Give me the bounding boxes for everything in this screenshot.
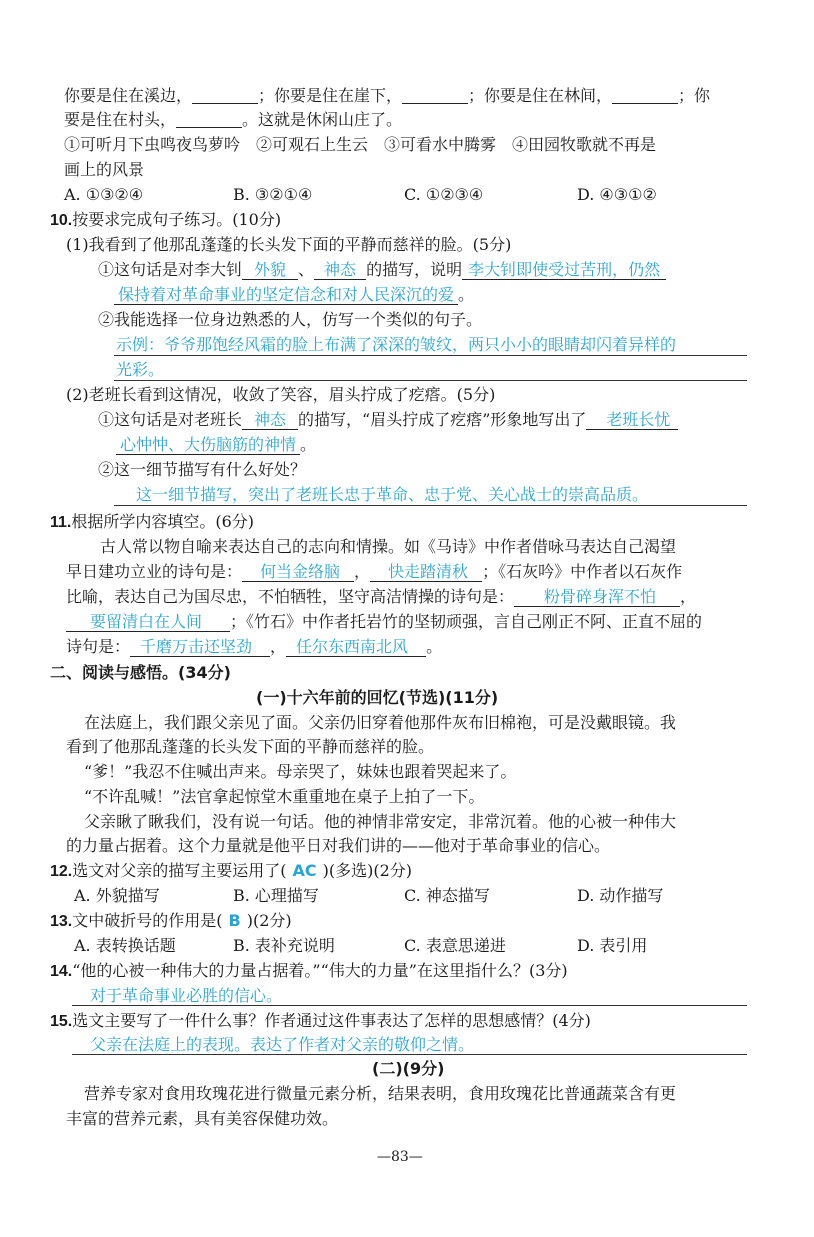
q9-blank-2[interactable] xyxy=(402,85,468,104)
answer-field[interactable]: 粉骨碎身浑不怕 xyxy=(514,587,680,607)
answer-field[interactable]: B xyxy=(228,911,241,930)
q12-prompt xyxy=(50,859,412,884)
q11-text: ；《竹石》中作者托岩竹的坚韧顽强，言自己刚正不阿、正直不屈的 xyxy=(230,612,703,631)
q9-line1 xyxy=(64,84,710,108)
q10-title xyxy=(50,208,281,233)
q9-text: 要是住在村头， xyxy=(64,110,177,129)
q13-choice-a[interactable]: A. 表转换话题 xyxy=(74,936,176,955)
q11-text: ， xyxy=(354,562,371,581)
q10-text: 的描写，说明 xyxy=(366,260,463,279)
q11-text: ；《石灰吟》中作者以石灰作 xyxy=(482,562,683,581)
q11-title-text: 根据所学内容填空。(6分) xyxy=(71,512,255,531)
q10-p2-q1-line2 xyxy=(116,433,316,457)
q11-text: ， xyxy=(680,587,697,606)
page-number: —83— xyxy=(377,1149,423,1165)
passage-title: (二)(9分) xyxy=(372,1059,445,1078)
q11-line2 xyxy=(66,560,682,584)
answer-line xyxy=(72,1005,747,1006)
q9-blank-1[interactable] xyxy=(192,85,258,104)
answer-line xyxy=(72,1054,747,1055)
answer-field[interactable]: 外貌 xyxy=(242,260,298,280)
q10-text: 。 xyxy=(458,285,475,304)
answer-field[interactable]: 任尔东西南北风 xyxy=(286,637,426,657)
q11-text: 。 xyxy=(426,637,443,656)
answer-field[interactable]: 父亲在法庭上的表现。表达了作者对父亲的敬仰之情。 xyxy=(90,1035,475,1054)
q11-text: 比喻，表达自己为国尽忠，不怕牺牲，坚守高洁情操的诗句是： xyxy=(66,587,515,606)
q9-text: 你要是住在溪边， xyxy=(64,86,193,105)
answer-line xyxy=(114,355,747,356)
q13-text: 文中破折号的作用是( xyxy=(72,911,223,930)
q13-number: 13. xyxy=(50,913,73,930)
q11-line3 xyxy=(66,585,696,609)
answer-field[interactable]: 千磨万击还坚劲 xyxy=(130,637,270,657)
answer-field[interactable]: 这一细节描写，突出了老班长忠于革命、忠于党、关心战士的崇高品质。 xyxy=(136,485,649,504)
q10-title-text: 按要求完成句子练习。(10分) xyxy=(72,210,282,229)
q9-line2 xyxy=(64,108,402,132)
q9-choice-a[interactable]: A. ①③②④ xyxy=(64,185,144,204)
q13-choice-c[interactable]: C. 表意思递进 xyxy=(404,936,506,955)
q10-text: ①这句话是对老班长 xyxy=(98,410,243,429)
q12-choice-a[interactable]: A. 外貌描写 xyxy=(74,886,160,905)
q12-choice-c[interactable]: C. 神态描写 xyxy=(404,886,490,905)
q13-text: )(2分) xyxy=(246,911,292,930)
q10-text: ①这句话是对李大钊 xyxy=(98,260,243,279)
q10-p2-q1-line1 xyxy=(98,408,678,432)
q13-choice-b[interactable]: B. 表补充说明 xyxy=(233,936,335,955)
answer-field[interactable]: 心忡忡、大伤脑筋的神情 xyxy=(116,435,300,455)
q9-options-line2: 画上的风景 xyxy=(64,160,145,179)
passage-paragraph: 父亲瞅了瞅我们，没有说一句话。他的神情非常安定，非常沉着。他的心被一种伟大 xyxy=(84,812,677,831)
answer-line xyxy=(114,380,747,381)
q11-text: 早日建功立业的诗句是： xyxy=(66,562,243,581)
answer-field[interactable]: 神态 xyxy=(242,410,298,430)
q11-line1: 古人常以物自喻来表达自己的志向和情操。如《马诗》中作者借咏马表达自己渴望 xyxy=(100,537,677,556)
passage-paragraph: 营养专家对食用玫瑰花进行微量元素分析，结果表明，食用玫瑰花比普通蔬菜含有更 xyxy=(84,1084,677,1103)
q11-line4 xyxy=(66,610,702,634)
answer-field[interactable]: 快走踏清秋 xyxy=(370,562,482,582)
q9-choice-d[interactable]: D. ④③①② xyxy=(577,185,657,204)
q10-number: 10. xyxy=(50,212,73,229)
q10-part1-prompt: (1)我看到了他那乱蓬蓬的长头发下面的平静而慈祥的脸。(5分) xyxy=(66,235,512,254)
q14-text: “他的心被一种伟大的力量占据着。”“伟大的力量”在这里指什么？(3分) xyxy=(72,961,568,980)
q13-prompt xyxy=(50,909,292,934)
q9-text: ；你要是住在林间， xyxy=(468,86,613,105)
q9-text: ；你 xyxy=(678,86,711,105)
passage-title: (一)十六年前的回忆(节选)(11分) xyxy=(256,688,499,707)
answer-field[interactable]: 老班长忧 xyxy=(586,410,678,430)
q13-choice-d[interactable]: D. 表引用 xyxy=(577,936,648,955)
q10-text: 。 xyxy=(300,435,317,454)
answer-field[interactable]: 对于革命事业必胜的信心。 xyxy=(90,986,283,1005)
q11-number: 11. xyxy=(50,514,72,531)
q12-text: 选文对父亲的描写主要运用了( xyxy=(72,861,287,880)
q12-choice-d[interactable]: D. 动作描写 xyxy=(577,886,664,905)
passage-paragraph: 看到了他那乱蓬蓬的长头发下面的平静而慈祥的脸。 xyxy=(66,737,435,756)
passage-paragraph: 丰富的营养元素，具有美容保健功效。 xyxy=(66,1109,339,1128)
q11-line5 xyxy=(66,635,442,659)
q15-number: 15. xyxy=(50,1013,73,1030)
answer-line xyxy=(114,505,747,506)
q12-number: 12. xyxy=(50,863,73,880)
answer-field[interactable]: 保持着对革命事业的坚定信念和对人民深沉的爱 xyxy=(114,285,458,305)
q10-part2-prompt: (2)老班长看到这情况，收敛了笑容，眉头拧成了疙瘩。(5分) xyxy=(66,385,496,404)
answer-field[interactable]: 光彩。 xyxy=(116,360,165,379)
q9-options-line1: ①可听月下虫鸣夜鸟萝吟 ②可观石上生云 ③可看水中腾雾 ④田园牧歌就不再是 xyxy=(64,135,657,154)
answer-field[interactable]: AC xyxy=(292,861,317,880)
passage-paragraph: “不许乱喊！”法官拿起惊堂木重重地在桌子上拍了一下。 xyxy=(84,787,485,806)
q15-text: 选文主要写了一件什么事？作者通过这件事表达了怎样的思想感情？(4分) xyxy=(72,1011,591,1030)
q14-number: 14. xyxy=(50,963,73,980)
passage-paragraph: 的力量占据着。这个力量就是他平日对我们讲的——他对于革命事业的信心。 xyxy=(66,836,611,855)
answer-field[interactable]: 示例：爷爷那饱经风霜的脸上布满了深深的皱纹，两只小小的眼睛却闪着异样的 xyxy=(116,335,677,354)
q9-blank-4[interactable] xyxy=(176,109,242,128)
q11-text: ， xyxy=(270,637,287,656)
answer-field[interactable]: 神态 xyxy=(314,260,366,280)
q15-prompt xyxy=(50,1009,591,1034)
q12-text: )(多选)(2分) xyxy=(322,861,413,880)
q10-p1-q1-line2 xyxy=(114,283,474,307)
q10-p1-q2: ②我能选择一位身边熟悉的人，仿写一个类似的句子。 xyxy=(98,310,483,329)
q10-text: 的描写，“眉头拧成了疙瘩”形象地写出了 xyxy=(298,410,587,429)
q9-choice-b[interactable]: B. ③②①④ xyxy=(233,185,313,204)
q14-prompt xyxy=(50,959,568,984)
q12-choice-b[interactable]: B. 心理描写 xyxy=(233,886,319,905)
passage-paragraph: “爹！”我忍不住喊出声来。母亲哭了，妹妹也跟着哭起来了。 xyxy=(84,762,517,781)
q9-text: 。这就是休闲山庄了。 xyxy=(242,110,403,129)
q9-blank-3[interactable] xyxy=(612,85,678,104)
section-heading: 二、阅读与感悟。(34分) xyxy=(50,663,231,682)
passage-paragraph: 在法庭上，我们跟父亲见了面。父亲仍旧穿着他那件灰布旧棉袍，可是没戴眼镜。我 xyxy=(84,713,677,732)
q11-title xyxy=(50,510,254,535)
q10-p1-q1-line1 xyxy=(98,258,666,282)
q9-choice-c[interactable]: C. ①②③④ xyxy=(404,185,484,204)
q9-text: ；你要是住在崖下， xyxy=(258,86,403,105)
answer-field[interactable]: 何当金络脑 xyxy=(242,562,354,582)
q11-text: 诗句是： xyxy=(66,637,131,656)
q10-p2-q2: ②这一细节描写有什么好处？ xyxy=(98,460,307,479)
answer-field[interactable]: 李大钊即使受过苦刑，仍然 xyxy=(462,260,666,280)
q10-text: 、 xyxy=(298,260,315,279)
answer-field[interactable]: 要留清白在人间 xyxy=(66,612,230,632)
